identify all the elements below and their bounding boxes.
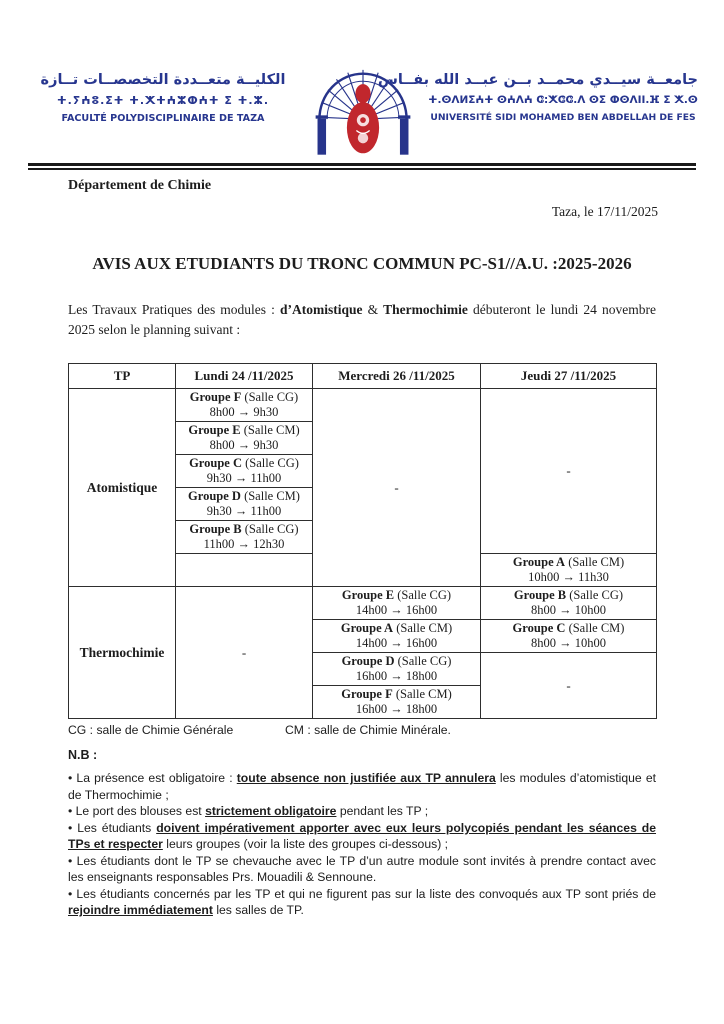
- cell-thermochimie-mercredi-groupe-d: Groupe D (Salle CG) 16h00 → 18h00: [313, 653, 481, 686]
- module-label-thermochimie: Thermochimie: [69, 587, 176, 719]
- nb-label: N.B :: [68, 748, 98, 763]
- university-name-arabic: جامعــة سيــدي محمــد بــن عبــد الله بفــاس: [377, 72, 698, 88]
- notice-title: AVIS AUX ETUDIANTS DU TRONC COMMUN PC-S1//A.U. :2025-2026: [92, 254, 632, 273]
- cell-atomistique-mercredi-empty: -: [313, 389, 481, 587]
- cell-thermochimie-jeudi-groupe-c: Groupe C (Salle CM) 8h00 → 10h00: [481, 620, 657, 653]
- col-header-tp: TP: [69, 364, 176, 389]
- dateline: Taza, le 17/11/2025: [551, 204, 658, 219]
- table-row: [69, 587, 657, 620]
- faculty-name-tifinagh: ⵜ.ⵢⵄⵓ.ⵉⵜ ⵜ.ⵅⵜⵄⵣⵀⵄⵜ ⵉ ⵜ.ⵣ.: [56, 94, 270, 107]
- nb-bullets: [68, 770, 656, 919]
- cell-thermochimie-mercredi-groupe-a: Groupe A (Salle CM) 14h00 → 16h00: [313, 620, 481, 653]
- faculty-name-arabic: الكليــة متعــددة التخصصــات تــازة: [40, 72, 286, 88]
- legend-cg: CG : salle de Chimie Générale: [68, 723, 234, 738]
- nb-bullet-convoques: • Les étudiants concernés par les TP et qui ne figurent pas sur la liste des convoqués aux TP sont priés de rejoindre immédiatement les salles de TP.: [68, 886, 656, 918]
- university-name-tifinagh: ⵜ.ⵙⴷⵍⵉⵄⵜ ⵙⵄⴷⵄ ⵛ:ⵅⵛⵛ.ⴷ ⵙⵉ ⵀⵙⴷⵏⵏ.ⴼ ⵉ ⵅ.ⵙ: [428, 94, 698, 106]
- col-header-lundi: Lundi 24 /11/2025: [176, 364, 313, 389]
- cell-atomistique-lundi-groupe-d: Groupe D (Salle CM) 9h30 → 11h00: [176, 488, 313, 521]
- university-name-french: UNIVERSITÉ SIDI MOHAMED BEN ABDELLAH DE FES: [430, 112, 696, 123]
- nb-bullet-presence: • La présence est obligatoire : toute absence non justifiée aux TP annulera les modules d’atomistique et de Thermochimie ;: [68, 771, 656, 802]
- cell-atomistique-lundi-groupe-e: Groupe E (Salle CM) 8h00 → 9h30: [176, 422, 313, 455]
- faculty-name-french: FACULTÉ POLYDISCIPLINAIRE DE TAZA: [61, 113, 265, 124]
- table-header-row: [69, 364, 657, 389]
- room-legend: [68, 723, 724, 737]
- cell-atomistique-lundi-groupe-c: Groupe C (Salle CG) 9h30 → 11h00: [176, 455, 313, 488]
- cell-atomistique-lundi-groupe-b: Groupe B (Salle CG) 11h00 → 12h30: [176, 521, 313, 554]
- col-header-jeudi: Jeudi 27 /11/2025: [481, 364, 657, 389]
- nb-bullet-blouses: • Le port des blouses est strictement obligatoire pendant les TP ;: [68, 804, 429, 819]
- cell-thermochimie-mercredi-groupe-f: Groupe F (Salle CM) 16h00 → 18h00: [313, 686, 481, 719]
- cell-atomistique-jeudi-groupe-a: Groupe A (Salle CM) 10h00 → 11h30: [481, 554, 657, 587]
- header-divider: [28, 163, 696, 170]
- letterhead-university-block: [377, 68, 698, 123]
- cell-thermochimie-mercredi-groupe-e: Groupe E (Salle CG) 14h00 → 16h00: [313, 587, 481, 620]
- cell-thermochimie-jeudi-empty: -: [481, 653, 657, 719]
- cell-thermochimie-jeudi-groupe-b: Groupe B (Salle CG) 8h00 → 10h00: [481, 587, 657, 620]
- nb-bullet-chevauchement: • Les étudiants dont le TP se chevauche avec le TP d’un autre module sont invités à prendre contact avec les enseignants responsables Prs. Mouadili & Sennoune.: [68, 853, 656, 885]
- letterhead: [28, 68, 698, 158]
- module-label-atomistique: Atomistique: [69, 389, 176, 587]
- col-header-mercredi: Mercredi 26 /11/2025: [313, 364, 481, 389]
- cell-atomistique-lundi-groupe-f: Groupe F (Salle CG) 8h00 → 9h30: [176, 389, 313, 422]
- cell-atomistique-lundi-empty: [176, 554, 313, 587]
- legend-cm: CM : salle de Chimie Minérale.: [285, 723, 451, 738]
- nb-bullet-polycopies: • Les étudiants doivent impérativement apporter avec eux leurs polycopiés pendant les séances de TPs et respecter leurs groupes (voir la liste des groupes ci-dessous) ;: [68, 820, 657, 852]
- table-row: [69, 389, 657, 422]
- cell-thermochimie-lundi-empty: -: [176, 587, 313, 719]
- letterhead-faculty-block: [28, 68, 298, 124]
- tp-schedule-table: [68, 363, 657, 719]
- cell-atomistique-jeudi-empty: -: [481, 389, 657, 554]
- intro-paragraph: Les Travaux Pratiques des modules : d’Atomistique & Thermochimie débuteront le lundi 24 novembre 2025 selon le planning suivant :: [68, 302, 656, 337]
- department-title: Département de Chimie: [68, 178, 212, 193]
